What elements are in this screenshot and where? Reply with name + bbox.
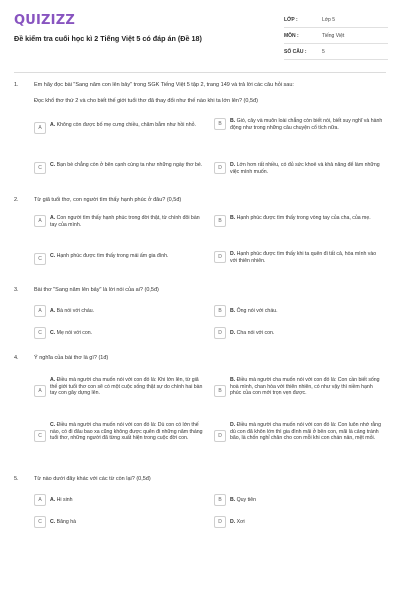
option-box: C xyxy=(34,516,46,528)
option-text: C. Bạn bè chẳng còn ở bên cạnh cùng ta như những ngày thơ bé. xyxy=(50,162,203,168)
option-box: B xyxy=(214,494,226,506)
option-text: B. Gió, cây và muôn loài chẳng còn biết nói, biết suy nghĩ và hành động như trong những câu chuyện cổ tích nữa. xyxy=(230,118,383,131)
option-letter: B. xyxy=(230,497,237,503)
option-c[interactable] xyxy=(34,253,206,265)
option-letter: D. xyxy=(230,519,237,525)
option-b[interactable] xyxy=(214,494,384,506)
meta-label: LỚP : xyxy=(284,16,298,23)
option-c[interactable] xyxy=(34,162,206,174)
worksheet-header xyxy=(0,0,400,70)
option-letter: D. xyxy=(230,422,237,428)
option-letter: D. xyxy=(230,251,237,257)
option-box: D xyxy=(214,251,226,263)
option-text: B. Hạnh phúc được tìm thấy trong vòng tay của cha, của mẹ. xyxy=(230,215,371,221)
option-b[interactable] xyxy=(214,215,384,227)
question-text: Bài thơ "Sang năm lên bảy" là lời nói của ai? (0,5đ) xyxy=(34,287,159,293)
option-box: A xyxy=(34,122,46,134)
option-text: A. Điều mà người cha muốn nói với con đó là: Khi lớn lên, từ giã thế giới tuổi thơ con sẽ có một cuộc sống thật sự do chính hai bàn tay con gây dựng lên. xyxy=(50,377,203,397)
option-a[interactable] xyxy=(34,494,206,506)
option-box: A xyxy=(34,494,46,506)
option-b[interactable] xyxy=(214,377,384,397)
question-5 xyxy=(14,476,386,536)
option-b[interactable] xyxy=(214,118,384,131)
option-text: B. Quy tiên xyxy=(230,497,256,503)
option-b[interactable] xyxy=(214,305,384,317)
option-d[interactable] xyxy=(214,422,384,442)
option-c[interactable] xyxy=(34,516,206,528)
option-box: D xyxy=(214,430,226,442)
question-text: Em hãy đọc bài "Sang năm con lên bảy" trong SGK Tiếng Việt 5 tập 2, trang 149 và trả lời các câu hỏi sau: xyxy=(34,82,294,88)
option-d[interactable] xyxy=(214,516,384,528)
option-box: C xyxy=(34,327,46,339)
option-a[interactable] xyxy=(34,377,206,397)
question-2 xyxy=(14,197,386,277)
option-letter: A. xyxy=(50,497,57,503)
meta-info xyxy=(284,12,388,60)
quizizz-logo: QUIZIZZ xyxy=(14,13,75,28)
option-c[interactable] xyxy=(34,327,206,339)
option-text: A. Bà nói với cháu. xyxy=(50,308,95,314)
meta-label: MÔN : xyxy=(284,32,299,39)
option-box: B xyxy=(214,305,226,317)
option-d[interactable] xyxy=(214,327,384,339)
option-letter: C. xyxy=(50,330,57,336)
option-box: D xyxy=(214,516,226,528)
option-letter: C. xyxy=(50,519,57,525)
option-a[interactable] xyxy=(34,305,206,317)
meta-row-count xyxy=(284,44,388,60)
question-subtext: Đọc khổ thơ thứ 2 và cho biết thế giới tuổi thơ đã thay đổi như thế nào khi ta lớn lên? (0,5đ) xyxy=(34,98,258,104)
question-number: 4. xyxy=(14,355,19,361)
meta-value: 5 xyxy=(322,48,325,55)
header-divider xyxy=(14,72,386,73)
option-letter: B. xyxy=(230,308,237,314)
option-box: C xyxy=(34,430,46,442)
option-a[interactable] xyxy=(34,122,206,134)
option-text: A. Không còn được bố mẹ cưng chiều, chăm bẵm như hồi nhỏ. xyxy=(50,122,196,128)
question-3 xyxy=(14,287,386,347)
meta-value: Tiếng Việt xyxy=(322,32,345,39)
option-text: D. Cha nói với con. xyxy=(230,330,275,336)
question-number: 5. xyxy=(14,476,19,482)
option-box: A xyxy=(34,385,46,397)
option-text: D. Lớn hơn rất nhiều, có đủ sức khoẻ và khả năng để làm những việc mình muốn. xyxy=(230,162,380,175)
page-title: Đề kiểm tra cuối học kì 2 Tiếng Việt 5 có đáp án (Đề 18) xyxy=(14,34,202,43)
question-text: Ý nghĩa của bài thơ là gì? (1đ) xyxy=(34,355,109,361)
option-box: B xyxy=(214,118,226,130)
option-letter: C. xyxy=(50,162,57,168)
option-d[interactable] xyxy=(214,162,384,175)
option-d[interactable] xyxy=(214,251,384,264)
option-text: D. Điều mà người cha muốn nói với con đó là: Con luôn nhớ rằng dù con đã khôn lớn thì gia đình mãi ở bên con, mãi là cảng tránh bão, là chốn nghỉ chân cho con mỗi khi con chán nản, mệt mỏi. xyxy=(230,422,381,442)
option-box: A xyxy=(34,215,46,227)
option-letter: B. xyxy=(230,377,237,383)
option-box: D xyxy=(214,162,226,174)
option-text: D. Hạnh phúc được tìm thấy khi ta quên đi tất cả, hòa mình vào với thiên nhiên. xyxy=(230,251,377,264)
option-a[interactable] xyxy=(34,215,206,228)
question-number: 2. xyxy=(14,197,19,203)
meta-label: SỐ CÂU : xyxy=(284,48,307,55)
question-4 xyxy=(14,355,386,470)
option-text: C. Điều mà người cha muốn nói với con đó là: Dù con có lớn thế nào, có đi đâu bao xa cũng không được quên đi những năm tháng tuổi thơ, những người đã từng xuất hiện trong cuộc đời con. xyxy=(50,422,203,442)
option-letter: D. xyxy=(230,330,237,336)
option-c[interactable] xyxy=(34,422,206,442)
option-box: C xyxy=(34,162,46,174)
option-box: D xyxy=(214,327,226,339)
option-box: B xyxy=(214,385,226,397)
option-text: B. Ông nói với cháu. xyxy=(230,308,278,314)
option-text: C. Hạnh phúc được tìm thấy trong mái ấm gia đình. xyxy=(50,253,169,259)
option-box: C xyxy=(34,253,46,265)
option-letter: B. xyxy=(230,118,237,124)
question-text: Từ nào dưới đây khác với các từ còn lại? (0,5đ) xyxy=(34,476,151,482)
meta-row-class xyxy=(284,12,388,28)
question-number: 1. xyxy=(14,82,19,88)
option-text: B. Điều mà người cha muốn nói với con đó là: Con cần biết sống hoà mình, chan hòa với thiên nhiên, có như vậy thì niềm hạnh phúc của con mới trọn vẹn được. xyxy=(230,377,380,397)
question-1 xyxy=(14,82,386,192)
option-text: C. Băng hà xyxy=(50,519,76,525)
option-text: A. Hi sinh xyxy=(50,497,73,503)
option-letter: A. xyxy=(50,215,57,221)
option-letter: A. xyxy=(50,122,57,128)
question-text: Từ giã tuổi thơ, con người tìm thấy hạnh phúc ở đâu? (0,5đ) xyxy=(34,197,182,203)
option-letter: C. xyxy=(50,422,57,428)
option-letter: D. xyxy=(230,162,237,168)
option-box: B xyxy=(214,215,226,227)
option-text: D. Xơi xyxy=(230,519,245,525)
meta-row-subject xyxy=(284,28,388,44)
question-number: 3. xyxy=(14,287,19,293)
option-letter: A. xyxy=(50,377,57,383)
option-text: A. Con người tìm thấy hạnh phúc trong đời thật, từ chính đôi bàn tay của mình. xyxy=(50,215,200,228)
option-box: A xyxy=(34,305,46,317)
option-letter: A. xyxy=(50,308,57,314)
meta-value: Lớp 5 xyxy=(322,16,336,23)
option-text: C. Mẹ nói với con. xyxy=(50,330,93,336)
option-letter: B. xyxy=(230,215,237,221)
option-letter: C. xyxy=(50,253,57,259)
